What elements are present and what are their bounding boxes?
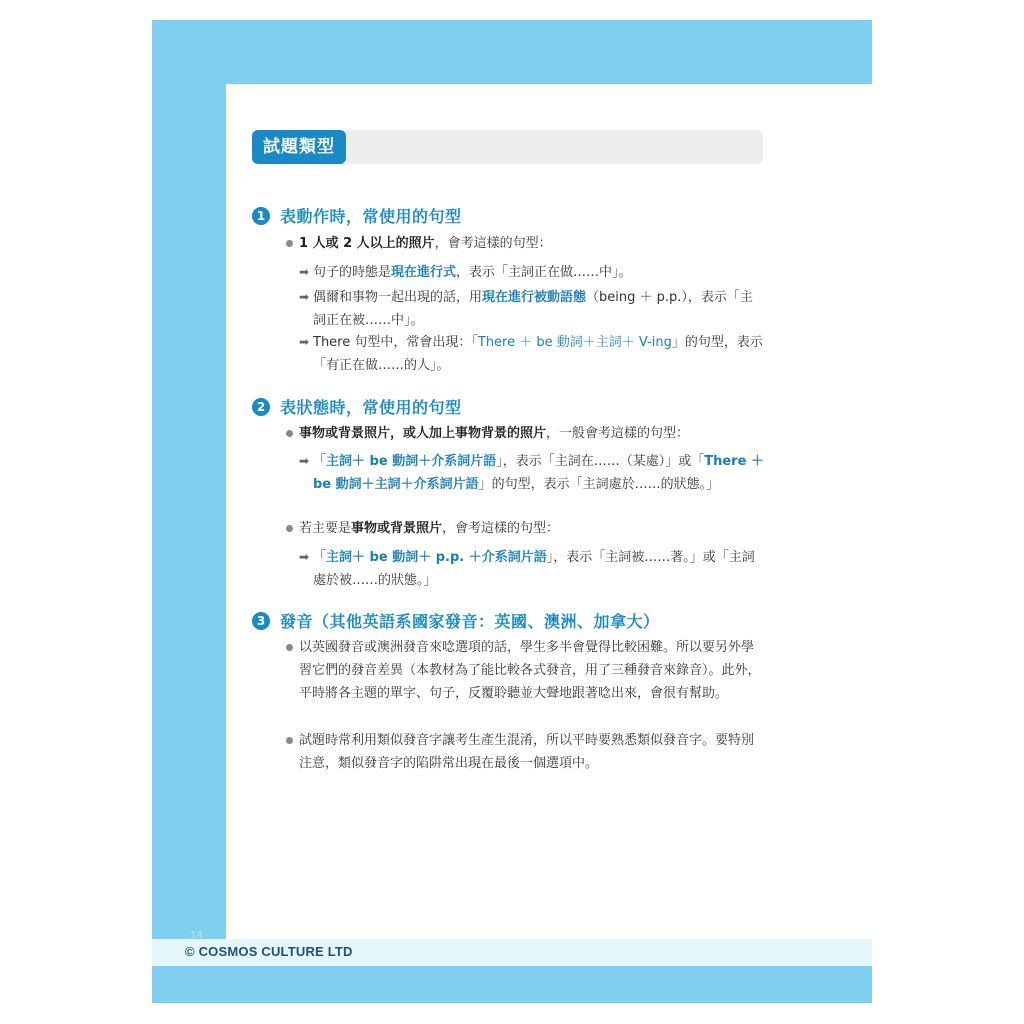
text: ，表示「主詞正在做……中」。: [456, 265, 632, 280]
arrow-icon: ➡: [299, 550, 310, 564]
section-1-title: 表動作時，常使用的句型: [280, 207, 462, 226]
page-number: 14: [190, 930, 203, 941]
bullet-dot-icon: [286, 525, 293, 532]
section-2-arrow-2: [299, 546, 765, 592]
bullet-dot-icon: [286, 644, 293, 651]
highlight-text: There ＋ be 動詞＋主詞＋介系詞片語: [313, 454, 764, 492]
text: There 句型中，常會出現：「: [313, 335, 478, 350]
section-1-heading: [252, 204, 462, 227]
highlight-text: 主詞＋ be 動詞＋介系詞片語: [326, 454, 497, 469]
text: ，一般會考這樣的句型：: [546, 426, 690, 441]
section-1-arrow-1: [299, 261, 765, 284]
section-2-bullet-1: [286, 422, 766, 445]
arrow-icon: ➡: [299, 335, 310, 349]
bold-text: 事物或背景照片，或人加上事物背景的照片: [299, 426, 547, 441]
text: 試題時常利用類似發音字讓考生產生混淆，所以平時要熟悉類似發音字。要特別注意，類似發音字的陷阱常出現在最後一個選項中。: [299, 733, 755, 771]
section-2-title: 表狀態時，常使用的句型: [280, 398, 462, 417]
section-1-arrow-2: [299, 286, 765, 332]
bold-text: 事物或背景照片: [351, 521, 443, 536]
text: 」，表示「主詞被……著。」或「主詞處於被……的狀態。」: [313, 550, 755, 588]
section-3-heading: [252, 609, 660, 632]
text: ，會考這樣的句型：: [434, 236, 552, 251]
text: 」，表示「主詞在……（某處）」或「: [496, 454, 705, 469]
section-2-number: 2: [252, 398, 270, 416]
section-2-heading: [252, 395, 462, 418]
text: ，會考這樣的句型：: [442, 521, 560, 536]
text: 「: [313, 550, 327, 565]
section-1-arrow-3: [299, 331, 765, 377]
section-3-bullet-1: [286, 636, 766, 705]
section-3-title: 發音（其他英語系國家發音：英國、澳洲、加拿大）: [280, 612, 660, 631]
text: 若主要是: [299, 521, 352, 536]
section-3-number: 3: [252, 612, 270, 630]
highlight-text: 主詞＋ be 動詞＋ p.p. ＋介系詞片語: [326, 550, 547, 565]
arrow-icon: ➡: [299, 290, 310, 304]
text: 」的句型，表示「有正在做……的人」。: [313, 335, 763, 373]
text: 「: [313, 454, 327, 469]
arrow-icon: ➡: [299, 265, 310, 279]
section-1-bullet-1: [286, 232, 766, 255]
highlight-text: 現在進行式: [391, 265, 457, 280]
section-2-bullet-2: [286, 517, 766, 540]
section-1-number: 1: [252, 207, 270, 225]
bullet-dot-icon: [286, 430, 293, 437]
section-2-arrow-1: [299, 450, 765, 496]
bullet-dot-icon: [286, 240, 293, 247]
arrow-icon: ➡: [299, 454, 310, 468]
page-title: 試題類型: [252, 130, 346, 164]
text: 句子的時態是: [313, 265, 392, 280]
section-3-bullet-2: [286, 729, 766, 775]
bold-text: 1 人或 2 人以上的照片: [299, 236, 435, 251]
copyright-text: © COSMOS CULTURE LTD: [185, 944, 353, 959]
text: 」的句型，表示「主詞處於……的狀態。」: [478, 477, 720, 492]
text: 偶爾和事物一起出現的話，用: [313, 290, 483, 305]
highlight-text: There ＋ be 動詞＋主詞＋ V-ing: [477, 335, 672, 350]
text: （being ＋ p.p.），表示「主詞正在被……中」。: [313, 290, 753, 328]
bullet-dot-icon: [286, 737, 293, 744]
highlight-text: 現在進行被動語態: [482, 290, 587, 305]
text: 以英國發音或澳洲發音來唸選項的話，學生多半會覺得比較困難。所以要另外學習它們的發音差異（本教材為了能比較各式發音，用了三種發音來錄音）。此外，平時將各主題的單字、句子，反覆聆聽並大聲地跟著唸出來，會很有幫助。: [299, 640, 761, 701]
